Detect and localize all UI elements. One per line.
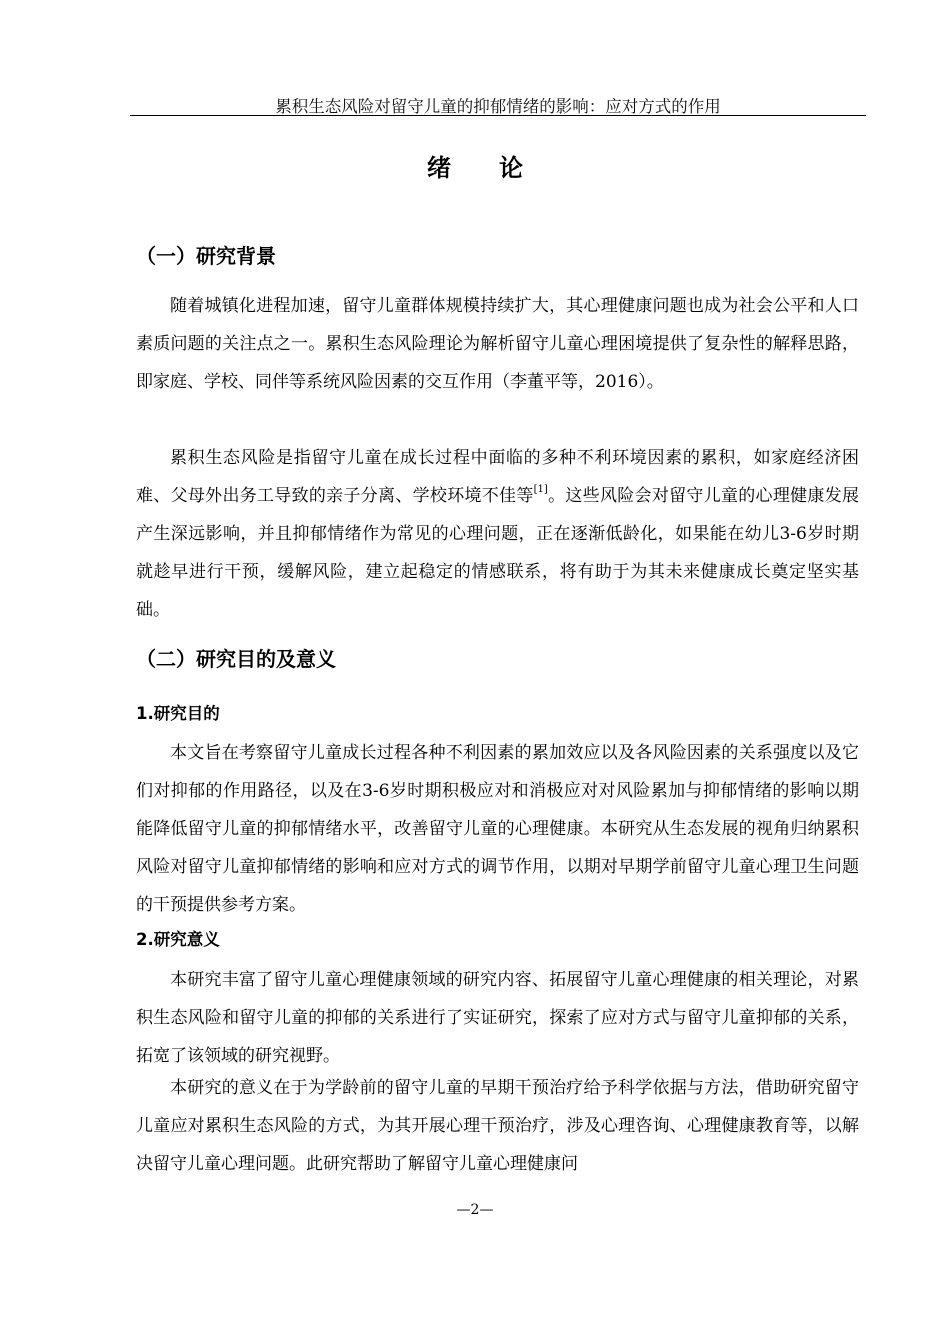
header-rule [130, 115, 866, 116]
paragraph-significance-1: 本研究丰富了留守儿童心理健康领域的研究内容、拓展留守儿童心理健康的相关理论，对累积生态风险和留守儿童的抑郁的关系进行了实证研究，探索了应对方式与留守儿童抑郁的关系，拓宽了该领域的研究视野。 [136, 970, 859, 1066]
paragraph-background-2 [136, 439, 859, 629]
paragraph-text: 。这些风险会对留守儿童的心理健康发展产生深远影响，并且抑郁情绪作为常见的心理问题，正在逐渐低龄化，如果能在幼儿3-6岁时期就趁早进行干预，缓解风险，建立起稳定的情感联系，将有助于为其未来健康成长奠定坚实基础。 [136, 486, 860, 620]
paragraph-significance-2: 本研究的意义在于为学龄前的留守儿童的早期干预治疗给予科学依据与方法，借助研究留守儿童应对累积生态风险的方式，为其开展心理干预治疗，涉及心理咨询、心理健康教育等，以解决留守儿童心理问题。此研究帮助了解留守儿童心理健康问 [136, 1078, 859, 1174]
subheading-purpose: 1.研究目的 [136, 704, 220, 723]
citation-ref: [1] [533, 484, 548, 495]
subheading-significance: 2.研究意义 [136, 930, 220, 949]
paragraph-text: 累积生态风险是指留守儿童在成长过程中面临的多种不利环境因素的累积，如家庭经济困难、父母外出务工导致的亲子分离、学校环境不佳等 [136, 448, 859, 506]
running-header: 累积生态风险对留守儿童的抑郁情绪的影响：应对方式的作用 [275, 97, 721, 116]
section-heading-purpose: （二）研究目的及意义 [136, 647, 336, 671]
chapter-title: 绪论 [427, 154, 571, 182]
paragraph-background-1: 随着城镇化进程加速，留守儿童群体规模持续扩大，其心理健康问题也成为社会公平和人口素质问题的关注点之一。累积生态风险理论为解析留守儿童心理困境提供了复杂性的解释思路，即家庭、学校、同伴等系统风险因素的交互作用（李董平等，2016）。 [136, 296, 859, 392]
section-heading-background: （一）研究背景 [136, 244, 276, 268]
paragraph-purpose: 本文旨在考察留守儿童成长过程各种不利因素的累加效应以及各风险因素的关系强度以及它们对抑郁的作用路径，以及在3-6岁时期积极应对和消极应对对风险累加与抑郁情绪的影响以期能降低留守儿童的抑郁情绪水平，改善留守儿童的心理健康。本研究从生态发展的视角归纳累积风险对留守儿童抑郁情绪的影响和应对方式的调节作用，以期对早期学前留守儿童心理卫生问题的干预提供参考方案。 [136, 743, 859, 915]
page-number: —2— [456, 1202, 494, 1218]
